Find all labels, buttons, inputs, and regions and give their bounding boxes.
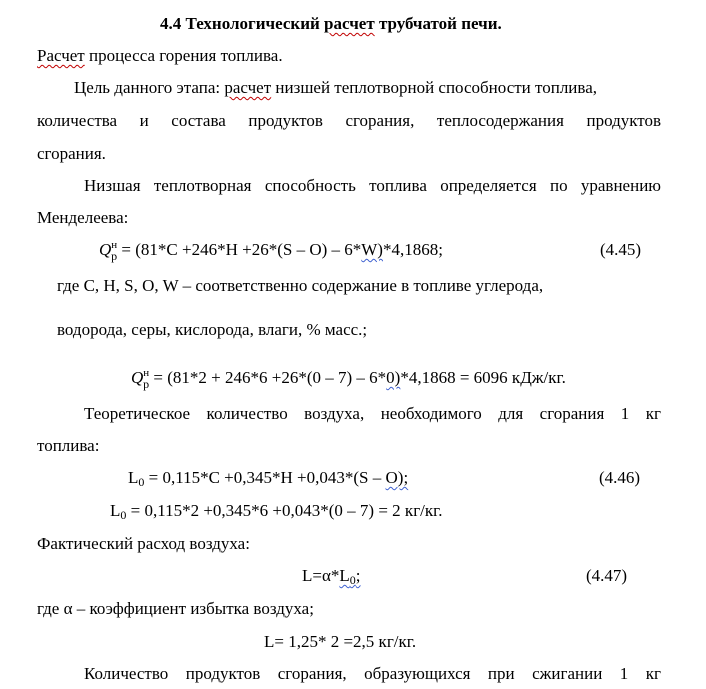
- eq447-wavy: [339, 566, 360, 585]
- theory-air-line-1: Теоретическое количество воздуха, необходимого для сгорания 1 кг: [84, 404, 661, 423]
- heading-wavy: расчет: [324, 14, 375, 33]
- eq446-expr-pre: = 0,115*С +0,345*Н +0,043*(S –: [144, 468, 386, 487]
- eq445-expr-wavy: W): [361, 240, 383, 259]
- q-subscript-calc: р: [143, 377, 150, 391]
- where2-text: где α – коэффициент избытка воздуха;: [37, 599, 314, 618]
- purpose-l1-wavy: расчет: [224, 78, 272, 97]
- purpose-line-3: сгорания.: [37, 144, 106, 163]
- l-symbol: L: [128, 468, 139, 487]
- calc446-expr: = 0,115*2 +0,345*6 +0,043*(0 – 7) = 2 кг/кг.: [126, 501, 443, 520]
- subheading: [37, 46, 283, 66]
- equation-4-47: [302, 566, 361, 587]
- equation-4-45: [99, 240, 443, 262]
- heading-pre: 4.4 Технологический: [160, 14, 325, 33]
- q-superscript: н: [111, 239, 118, 251]
- purpose-line-2: количества и состава продуктов сгорания, теплосодержания продуктов: [37, 111, 661, 130]
- l-symbol-calc: L: [110, 501, 121, 520]
- heading-post: трубчатой печи.: [374, 14, 502, 33]
- mendeleev-line-1: Низшая теплотворная способность топлива определяется по уравнению: [84, 176, 661, 195]
- q-subscript: р: [111, 249, 118, 263]
- actual-air-label: Фактический расход воздуха:: [37, 534, 250, 553]
- theory-air-line-2: топлива:: [37, 436, 100, 455]
- products-line: Количество продуктов сгорания, образующихся при сжигании 1 кг: [84, 664, 661, 683]
- subheading-rest: процесса горения топлива.: [84, 46, 283, 65]
- eq445-expr-pre: = (81*С +246*Н +26*(S – O) – 6*: [117, 240, 362, 259]
- equation-number-4-47: (4.47): [586, 566, 628, 585]
- eq446-expr-wavy: O);: [385, 468, 409, 487]
- subheading-wavy: Расчет: [37, 46, 85, 65]
- eq447-l: L: [339, 566, 350, 585]
- eq447-tail: ;: [355, 566, 361, 585]
- q-superscript-calc: н: [143, 367, 150, 379]
- purpose-l1-post: низшей теплотворной способности топлива,: [271, 78, 598, 97]
- calc445-expr-post: *4,1868 = 6096 кДж/кг.: [400, 368, 566, 387]
- equation-number-4-46: (4.46): [599, 468, 641, 487]
- equation-4-46: [128, 468, 408, 489]
- l-subscript: 0: [138, 475, 145, 489]
- eq447-pre: L=α*: [302, 566, 340, 585]
- eq447-sub: 0: [349, 573, 356, 587]
- l-subscript-calc: 0: [120, 508, 127, 522]
- purpose-l1-pre: Цель данного этапа:: [74, 78, 225, 97]
- q-symbol: Q: [99, 240, 112, 259]
- calculation-4-45: [131, 368, 566, 390]
- equation-number-4-45: (4.45): [600, 240, 642, 259]
- mendeleev-line-2: Менделеева:: [37, 208, 129, 227]
- where1-line-2: водорода, серы, кислорода, влаги, % масс.;: [57, 320, 368, 339]
- eq445-expr-post: *4,1868;: [382, 240, 443, 259]
- section-heading: [160, 14, 502, 34]
- calculation-4-47: L= 1,25* 2 =2,5 кг/кг.: [264, 632, 417, 651]
- purpose-line-1: [74, 78, 597, 98]
- calc445-expr-wavy: 0): [386, 368, 401, 387]
- q-symbol-calc: Q: [131, 368, 144, 387]
- calc445-expr-pre: = (81*2 + 246*6 +26*(0 – 7) – 6*: [149, 368, 387, 387]
- where1-line-1: где C, H, S, O, W – соответственно содержание в топливе углерода,: [57, 276, 544, 295]
- calculation-4-46: [110, 501, 442, 522]
